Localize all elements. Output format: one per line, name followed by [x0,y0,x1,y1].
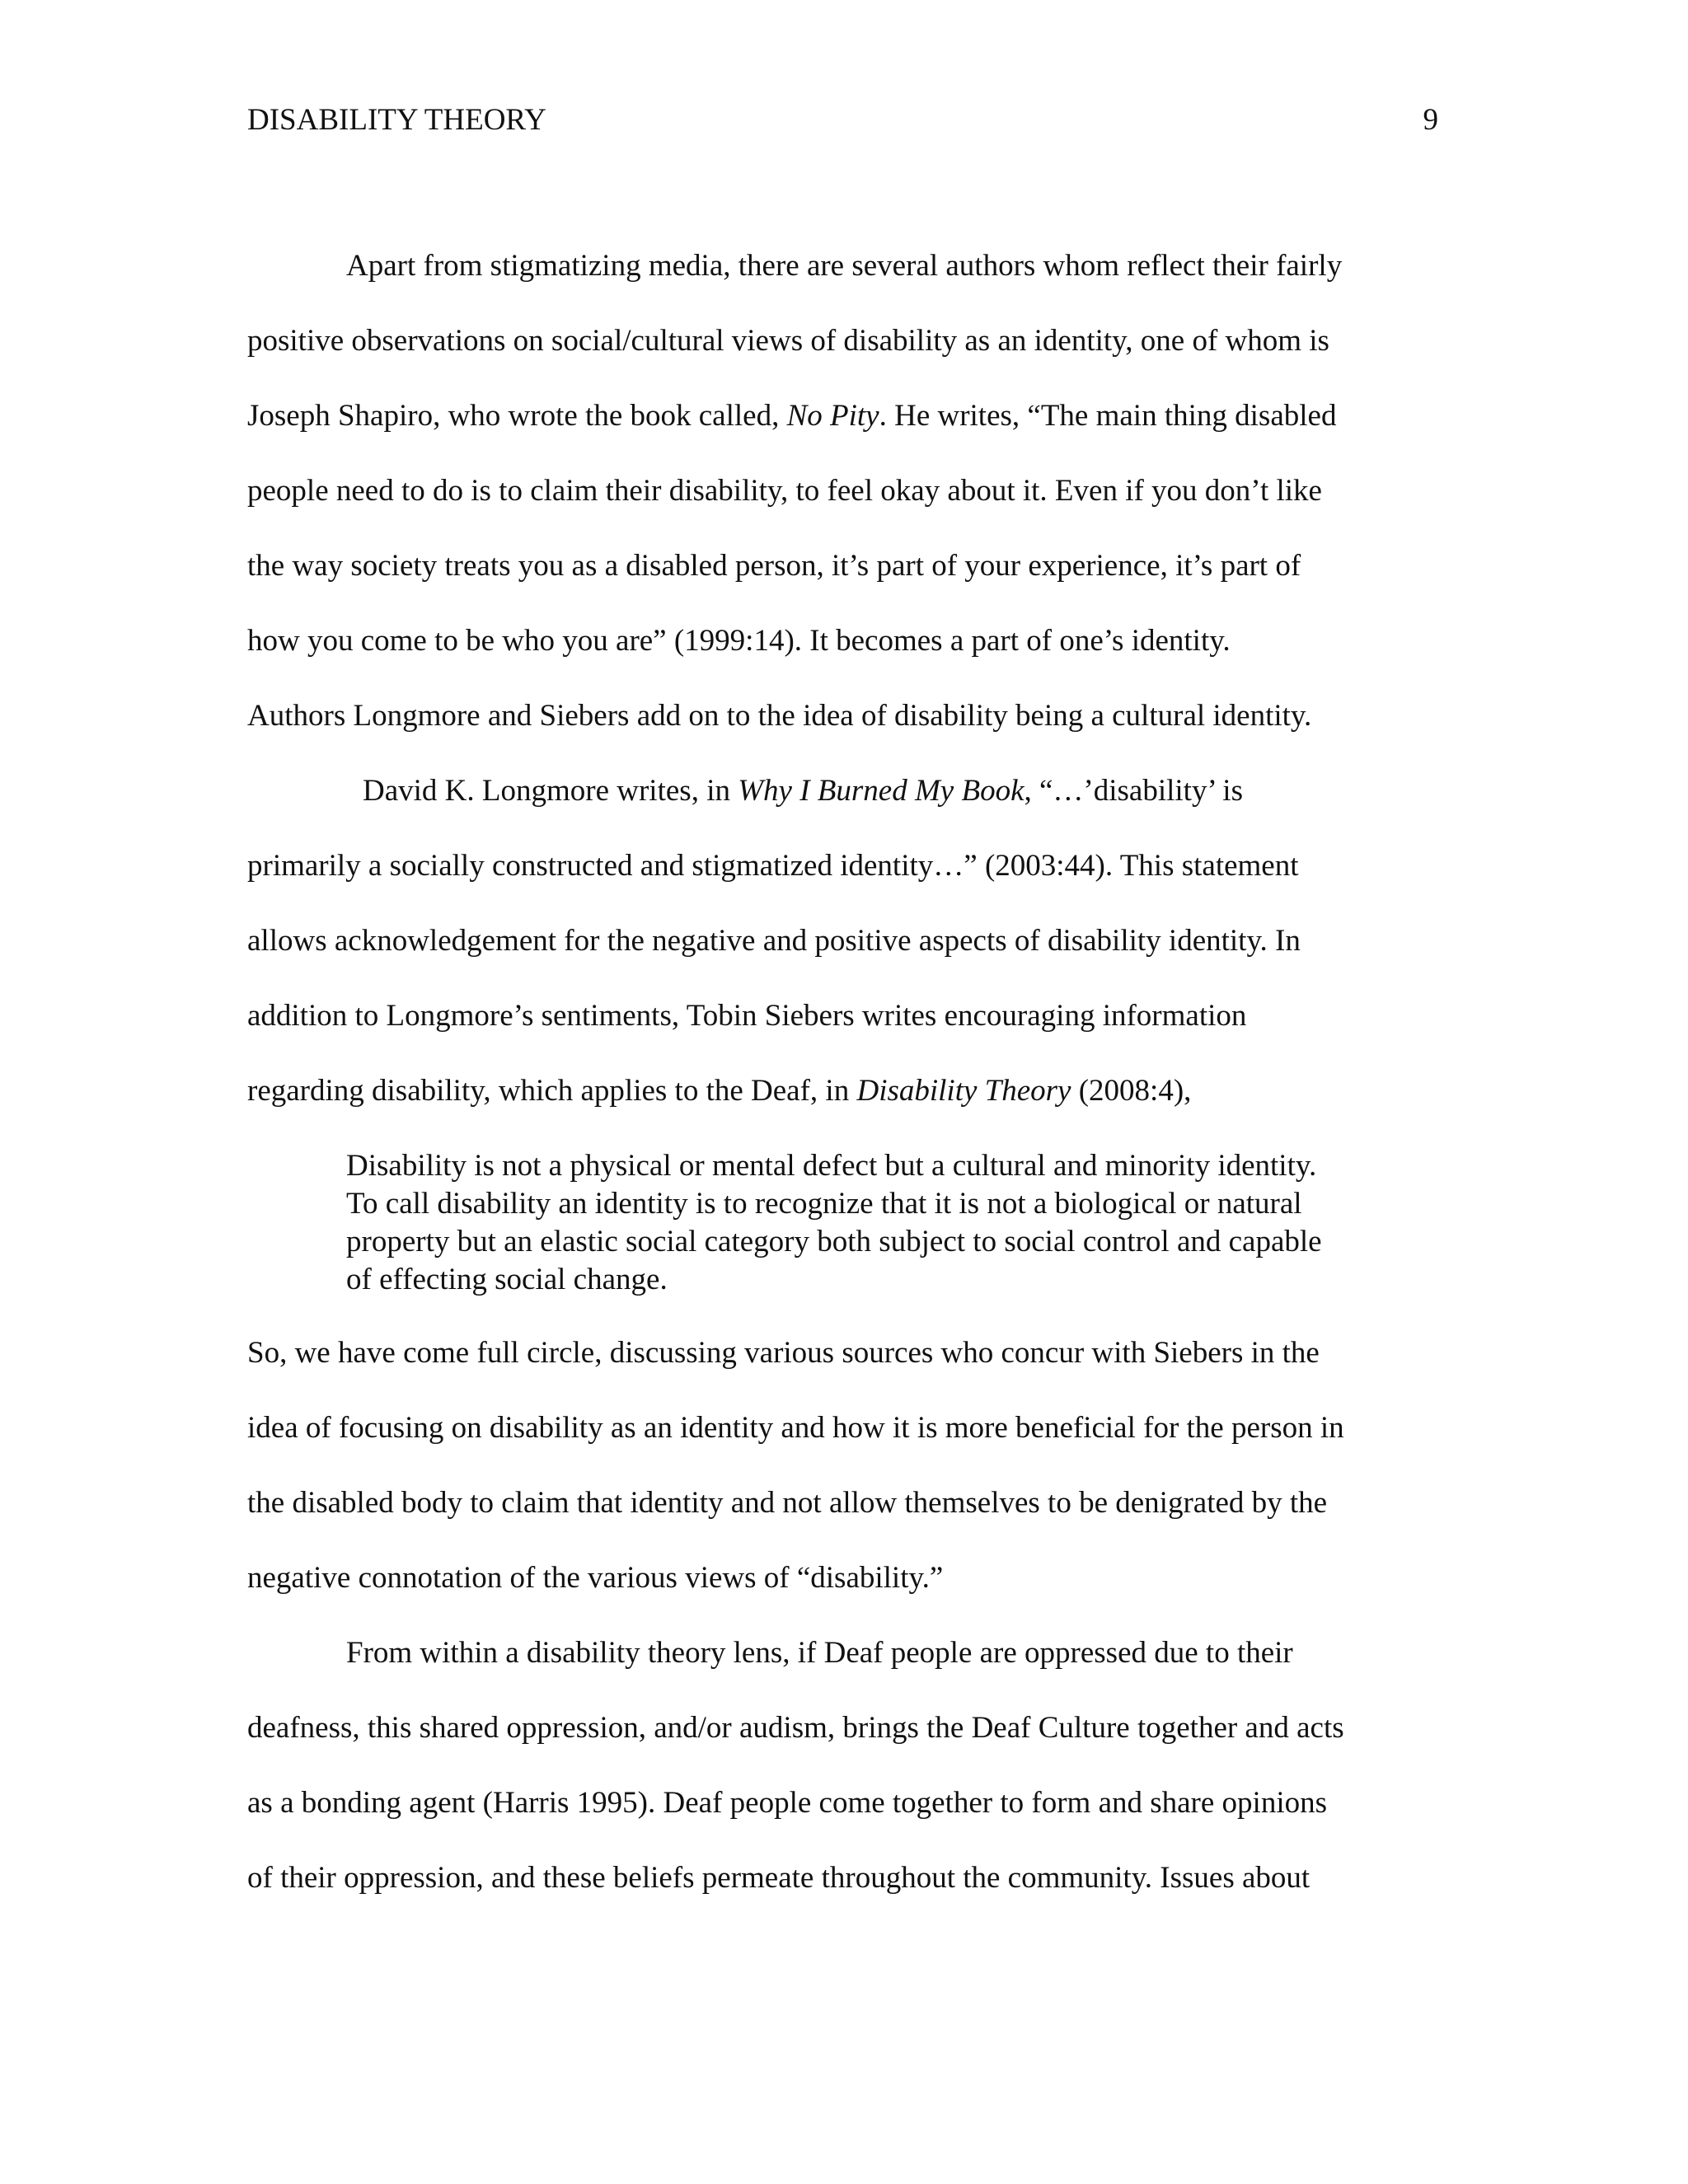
text-segment: . He writes, “The main thing disabled [879,399,1337,433]
quote-line: property but an elastic social category both subject to social control and capable [346,1225,1322,1258]
text-line: addition to Longmore’s sentiments, Tobin Siebers writes encouraging information [247,999,1247,1033]
text-line: Authors Longmore and Siebers add on to the idea of disability being a cultural identity. [247,699,1312,733]
book-title-why-i-burned-my-book: Why I Burned My Book [738,774,1025,808]
text-line: the disabled body to claim that identity and not allow themselves to be denigrated by the [247,1486,1328,1520]
text-line: how you come to be who you are” (1999:14). It becomes a part of one’s identity. [247,624,1231,658]
text-line: positive observations on social/cultural views of disability as an identity, one of whom is [247,324,1329,358]
text-segment: (2008:4), [1071,1074,1192,1108]
text-line: allows acknowledgement for the negative and positive aspects of disability identity. In [247,924,1301,958]
text-line: deafness, this shared oppression, and/or audism, brings the Deaf Culture together and acts [247,1711,1344,1745]
text-line: So, we have come full circle, discussing various sources who concur with Siebers in the [247,1336,1320,1370]
text-line: negative connotation of the various views of “disability.” [247,1561,944,1595]
running-head: DISABILITY THEORY [247,103,546,137]
text-segment: regarding disability, which applies to the Deaf, in [247,1074,857,1108]
text-line: of their oppression, and these beliefs permeate throughout the community. Issues about [247,1861,1311,1895]
text-line [247,393,1336,439]
book-title-no-pity: No Pity [786,399,879,433]
quote-line: To call disability an identity is to recognize that it is not a biological or natural [346,1187,1302,1221]
text-line: primarily a socially constructed and stigmatized identity…” (2003:44). This statement [247,849,1299,883]
page-number: 9 [1423,103,1438,137]
text-line: From within a disability theory lens, if Deaf people are oppressed due to their [346,1636,1293,1670]
text-line: people need to do is to claim their disability, to feel okay about it. Even if you don’t like [247,474,1322,508]
text-line: idea of focusing on disability as an identity and how it is more beneficial for the person in [247,1411,1344,1445]
text-line: as a bonding agent (Harris 1995). Deaf people come together to form and share opinions [247,1786,1328,1820]
text-line [247,1068,1191,1114]
quote-line: of effecting social change. [346,1263,668,1296]
text-segment: , “…’disability’ is [1024,774,1243,808]
text-line: the way society treats you as a disabled person, it’s part of your experience, it’s part of [247,549,1301,583]
text-line: Apart from stigmatizing media, there are several authors whom reflect their fairly [346,249,1343,283]
quote-line: Disability is not a physical or mental defect but a cultural and minority identity. [346,1149,1317,1183]
text-segment: David K. Longmore writes, in [363,774,738,808]
book-title-disability-theory: Disability Theory [856,1074,1071,1108]
text-line [363,768,1243,814]
text-segment: Joseph Shapiro, who wrote the book called, [247,399,787,433]
